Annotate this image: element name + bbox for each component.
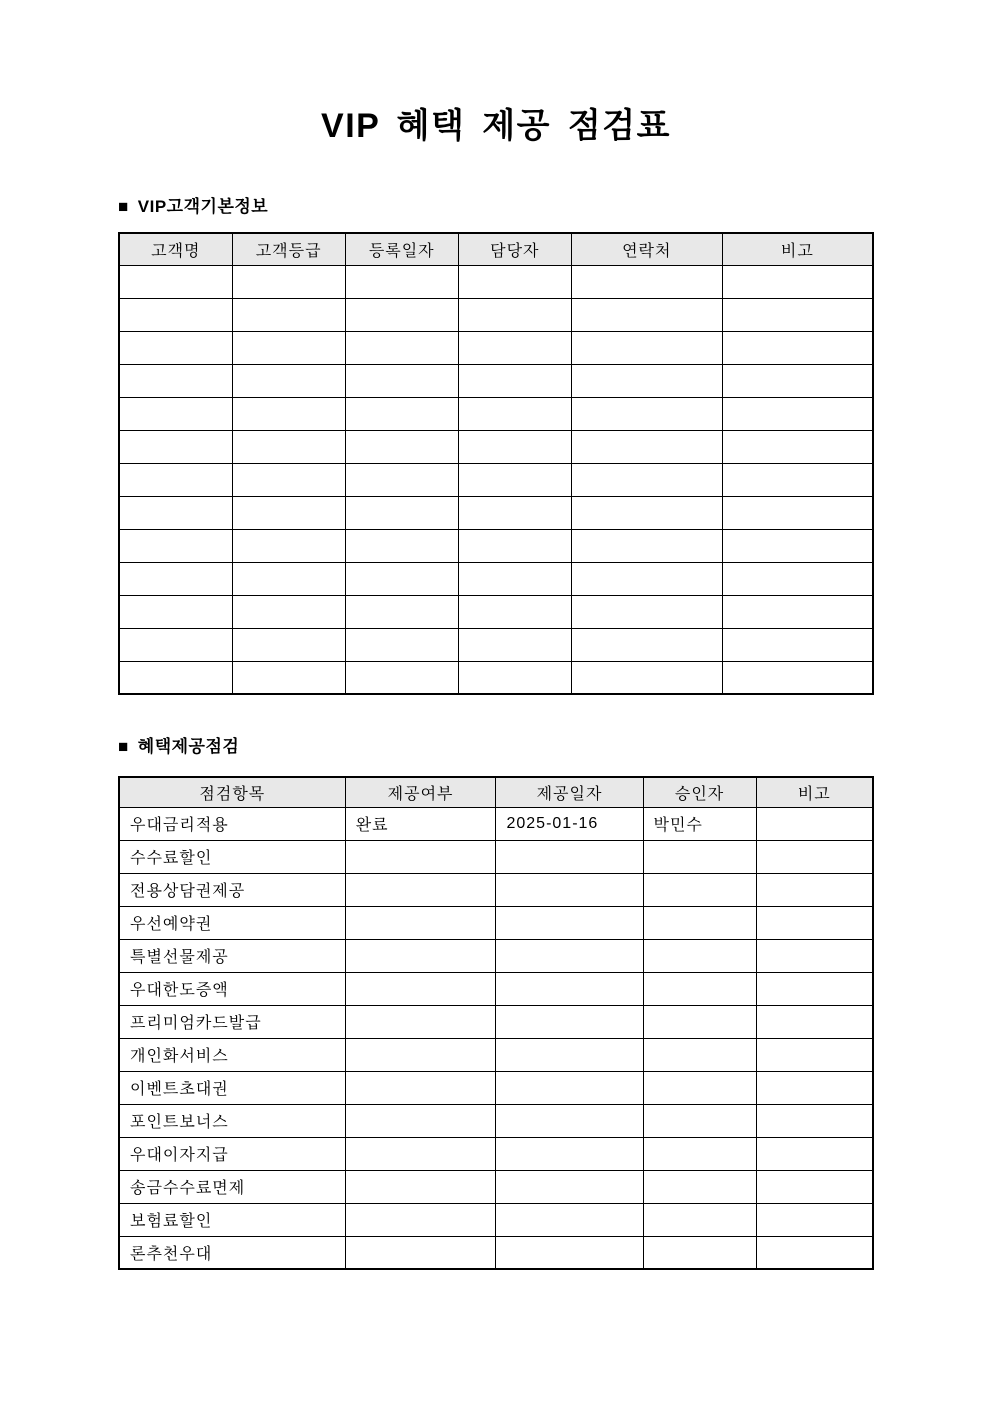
- column-header: 연락처: [571, 233, 722, 265]
- table-cell: [756, 807, 873, 840]
- table-row: [119, 529, 873, 562]
- table-row: [119, 661, 873, 694]
- table-cell: [722, 661, 873, 694]
- table-cell: [458, 265, 571, 298]
- table-cell: [458, 331, 571, 364]
- table-cell: [232, 331, 345, 364]
- table-cell: [571, 595, 722, 628]
- table-cell: [722, 595, 873, 628]
- table-cell: [722, 463, 873, 496]
- table-cell: 이벤트초대권: [119, 1071, 345, 1104]
- black-square-bullet-icon: ■: [118, 197, 129, 216]
- table-row: [119, 397, 873, 430]
- table-cell: [458, 496, 571, 529]
- table-cell: 우대이자지급: [119, 1137, 345, 1170]
- table-cell: [756, 1170, 873, 1203]
- table-cell: [571, 562, 722, 595]
- table-cell: [643, 1236, 756, 1269]
- table-cell: [722, 430, 873, 463]
- table-cell: [119, 463, 232, 496]
- table-cell: [756, 1038, 873, 1071]
- table-cell: 포인트보너스: [119, 1104, 345, 1137]
- table-cell: [345, 840, 496, 873]
- table-cell: [345, 562, 458, 595]
- table-cell: [722, 265, 873, 298]
- table-row: [119, 364, 873, 397]
- table-cell: [345, 972, 496, 1005]
- table-header-row: [119, 777, 873, 807]
- table-cell: [345, 1104, 496, 1137]
- table-cell: [458, 562, 571, 595]
- table-cell: [643, 1038, 756, 1071]
- table-row: [119, 331, 873, 364]
- table-cell: [722, 628, 873, 661]
- column-header: 고객등급: [232, 233, 345, 265]
- table-cell: [232, 265, 345, 298]
- table-cell: [458, 397, 571, 430]
- table-cell: 우대한도증액: [119, 972, 345, 1005]
- table-cell: [756, 873, 873, 906]
- table-cell: [232, 364, 345, 397]
- table-cell: [496, 939, 643, 972]
- table-cell: 2025-01-16: [496, 807, 643, 840]
- table-cell: [345, 1038, 496, 1071]
- table-cell: [345, 1137, 496, 1170]
- table-row: [119, 906, 873, 939]
- table-cell: [722, 331, 873, 364]
- column-header: 등록일자: [345, 233, 458, 265]
- table-cell: [643, 939, 756, 972]
- table-row: [119, 873, 873, 906]
- table-cell: [571, 298, 722, 331]
- table-cell: [571, 661, 722, 694]
- table-cell: [119, 496, 232, 529]
- table-row: [119, 1137, 873, 1170]
- table-cell: [571, 529, 722, 562]
- section-benefit-check: [118, 737, 874, 1270]
- table-cell: [119, 331, 232, 364]
- table-cell: [232, 562, 345, 595]
- table-cell: [643, 1203, 756, 1236]
- table-cell: [496, 906, 643, 939]
- table-cell: [232, 661, 345, 694]
- table-cell: [119, 529, 232, 562]
- table-cell: [643, 1104, 756, 1137]
- table-cell: [345, 628, 458, 661]
- table-cell: [119, 265, 232, 298]
- table-cell: 완료: [345, 807, 496, 840]
- table-cell: [232, 628, 345, 661]
- table-cell: [571, 463, 722, 496]
- table-cell: [643, 972, 756, 1005]
- table-cell: [458, 595, 571, 628]
- table-cell: [458, 661, 571, 694]
- table-cell: [722, 496, 873, 529]
- table-cell: [496, 1104, 643, 1137]
- table-cell: [571, 364, 722, 397]
- column-header: 제공일자: [496, 777, 643, 807]
- vip-customer-info-table: [118, 232, 874, 695]
- table-cell: [119, 595, 232, 628]
- table-cell: [345, 1203, 496, 1236]
- table-cell: 박민수: [643, 807, 756, 840]
- table-cell: [232, 529, 345, 562]
- table-cell: [345, 1236, 496, 1269]
- section-heading-benefit-check: [118, 737, 874, 757]
- table-cell: [345, 1005, 496, 1038]
- table-cell: [345, 873, 496, 906]
- table-cell: [345, 939, 496, 972]
- table-row: [119, 1236, 873, 1269]
- table-cell: [756, 840, 873, 873]
- table-cell: [722, 529, 873, 562]
- table-cell: 보험료할인: [119, 1203, 345, 1236]
- table-cell: [722, 298, 873, 331]
- table-cell: [756, 939, 873, 972]
- table-cell: [643, 840, 756, 873]
- column-header: 비고: [722, 233, 873, 265]
- section-vip-customer-info: [118, 197, 874, 695]
- table-cell: [119, 628, 232, 661]
- table-cell: 론추천우대: [119, 1236, 345, 1269]
- table-row: [119, 298, 873, 331]
- table-row: [119, 562, 873, 595]
- table-row: [119, 1038, 873, 1071]
- table-cell: [345, 430, 458, 463]
- page-title: VIP 혜택 제공 점검표: [321, 107, 671, 145]
- table-cell: [571, 397, 722, 430]
- table-row: [119, 939, 873, 972]
- table-cell: [643, 1071, 756, 1104]
- table-cell: [571, 496, 722, 529]
- table-row: [119, 496, 873, 529]
- table-cell: [232, 463, 345, 496]
- table-cell: [643, 1170, 756, 1203]
- table-cell: [643, 1137, 756, 1170]
- table-cell: 우대금리적용: [119, 807, 345, 840]
- section-heading-vip-customer-info: [118, 197, 874, 217]
- table-cell: [119, 430, 232, 463]
- table-cell: [345, 298, 458, 331]
- table-cell: [458, 364, 571, 397]
- column-header: 승인자: [643, 777, 756, 807]
- table-cell: [496, 1203, 643, 1236]
- table-cell: [119, 661, 232, 694]
- table-cell: [458, 628, 571, 661]
- table-row: [119, 1104, 873, 1137]
- column-header: 점검항목: [119, 777, 345, 807]
- table-cell: [345, 595, 458, 628]
- table-cell: [345, 463, 458, 496]
- table-cell: [496, 1236, 643, 1269]
- table-cell: [345, 661, 458, 694]
- table-cell: [756, 906, 873, 939]
- table-cell: [756, 1203, 873, 1236]
- table-cell: 수수료할인: [119, 840, 345, 873]
- table-row: [119, 1071, 873, 1104]
- table-cell: [345, 1170, 496, 1203]
- table-cell: [643, 906, 756, 939]
- table-cell: [496, 1137, 643, 1170]
- table-cell: [496, 1071, 643, 1104]
- table-row: [119, 840, 873, 873]
- black-square-bullet-icon: ■: [118, 737, 129, 756]
- table-cell: [232, 298, 345, 331]
- table-cell: [496, 1038, 643, 1071]
- table-cell: [571, 430, 722, 463]
- table-cell: 우선예약권: [119, 906, 345, 939]
- table-cell: [458, 463, 571, 496]
- table-cell: 전용상담권제공: [119, 873, 345, 906]
- column-header: 제공여부: [345, 777, 496, 807]
- table-cell: [345, 496, 458, 529]
- table-cell: [756, 1005, 873, 1038]
- section-heading-label: VIP고객기본정보: [137, 197, 269, 216]
- table-cell: [722, 364, 873, 397]
- table-cell: [722, 397, 873, 430]
- table-cell: [119, 397, 232, 430]
- benefit-check-table: [118, 776, 874, 1270]
- table-cell: [232, 496, 345, 529]
- table-row: [119, 595, 873, 628]
- table-cell: 개인화서비스: [119, 1038, 345, 1071]
- table-cell: [756, 1071, 873, 1104]
- table-cell: [496, 873, 643, 906]
- table-cell: [571, 265, 722, 298]
- table-cell: [496, 840, 643, 873]
- table-row: [119, 463, 873, 496]
- table-cell: [119, 364, 232, 397]
- table-cell: [345, 397, 458, 430]
- table-row: [119, 628, 873, 661]
- table-row: [119, 972, 873, 1005]
- table-cell: [458, 529, 571, 562]
- table-cell: [232, 595, 345, 628]
- table-cell: [119, 562, 232, 595]
- table-cell: [345, 265, 458, 298]
- table-row: [119, 807, 873, 840]
- table-cell: [756, 972, 873, 1005]
- column-header: 비고: [756, 777, 873, 807]
- table-cell: [756, 1236, 873, 1269]
- document-page: [118, 0, 874, 1270]
- table-cell: [756, 1137, 873, 1170]
- table-cell: [496, 972, 643, 1005]
- table-header-row: [119, 233, 873, 265]
- table-row: [119, 1005, 873, 1038]
- table-row: [119, 1203, 873, 1236]
- table-cell: [345, 331, 458, 364]
- table-cell: [496, 1005, 643, 1038]
- table-cell: [119, 298, 232, 331]
- column-header: 담당자: [458, 233, 571, 265]
- table-cell: [458, 298, 571, 331]
- table-cell: 특별선물제공: [119, 939, 345, 972]
- table-cell: 송금수수료면제: [119, 1170, 345, 1203]
- table-cell: [571, 628, 722, 661]
- table-cell: [458, 430, 571, 463]
- table-cell: [643, 1005, 756, 1038]
- table-cell: 프리미엄카드발급: [119, 1005, 345, 1038]
- table-cell: [496, 1170, 643, 1203]
- table-cell: [345, 906, 496, 939]
- table-cell: [345, 529, 458, 562]
- table-cell: [756, 1104, 873, 1137]
- table-cell: [571, 331, 722, 364]
- table-row: [119, 1170, 873, 1203]
- table-cell: [722, 562, 873, 595]
- table-cell: [232, 430, 345, 463]
- table-row: [119, 265, 873, 298]
- table-row: [119, 430, 873, 463]
- section-heading-label: 혜택제공점검: [137, 737, 240, 756]
- table-cell: [232, 397, 345, 430]
- table-cell: [643, 873, 756, 906]
- column-header: 고객명: [119, 233, 232, 265]
- table-cell: [345, 1071, 496, 1104]
- table-cell: [345, 364, 458, 397]
